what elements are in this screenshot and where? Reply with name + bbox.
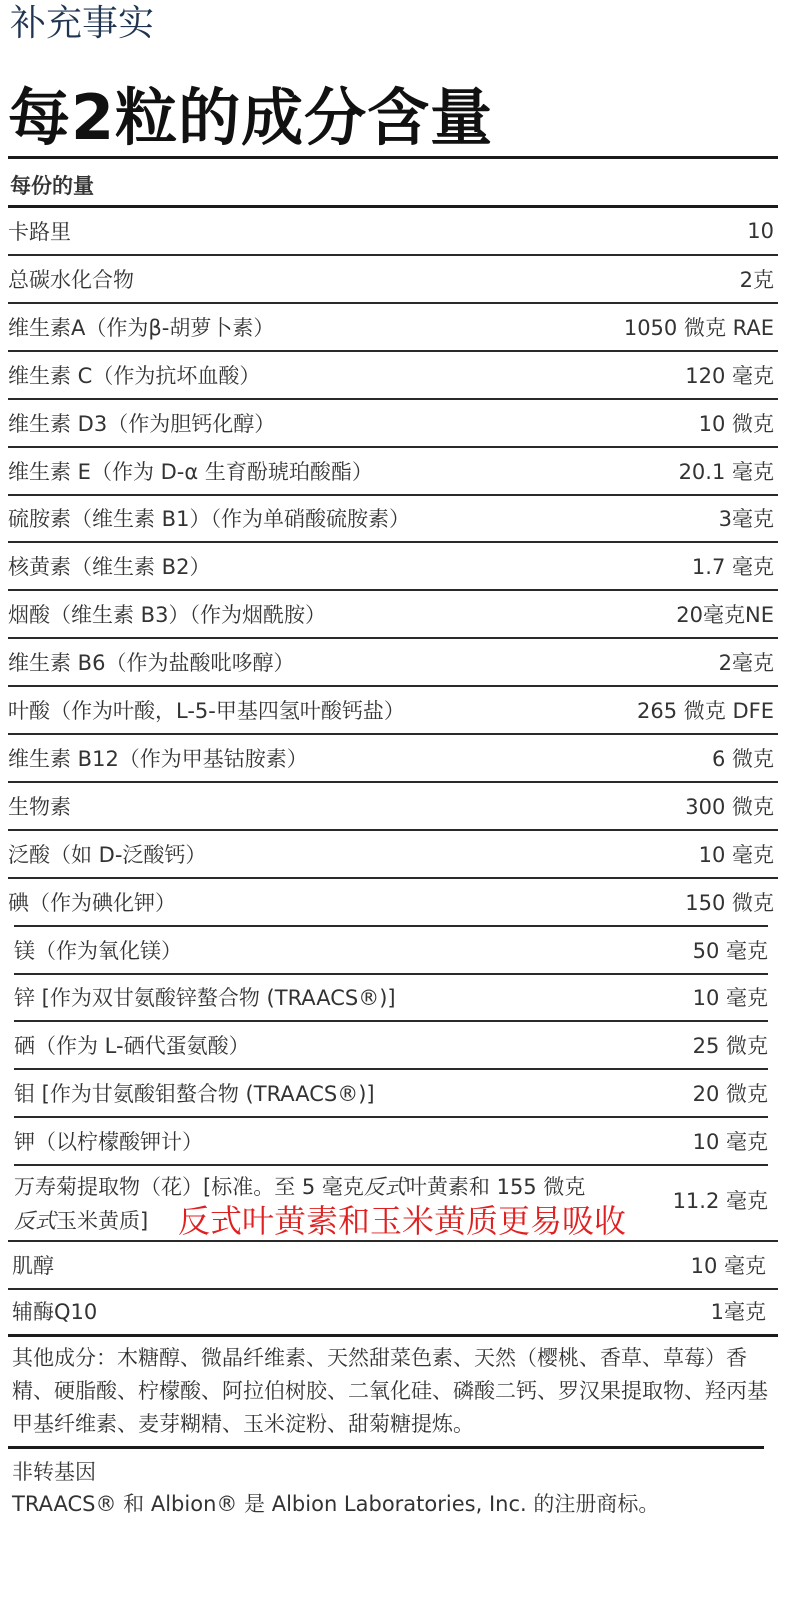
nutrient-row <box>14 974 768 1020</box>
nutrient-row <box>8 352 774 398</box>
nutrient-row <box>8 448 774 494</box>
nutrient-name: 维生素 E（作为 D-α 生育酚琥珀酸酯） <box>8 459 373 484</box>
nutrient-row <box>8 735 774 781</box>
nutrient-name: 维生素A（作为β-胡萝卜素） <box>8 315 275 340</box>
nutrient-amount: 120 毫克 <box>685 363 774 388</box>
nutrient-amount: 10 毫克 <box>690 1254 766 1278</box>
nutrient-row <box>14 1118 768 1164</box>
nutrient-row <box>8 639 774 685</box>
nutrient-amount: 300 微克 <box>685 794 774 819</box>
nutrient-name: 维生素 D3（作为胆钙化醇） <box>8 411 276 436</box>
nutrient-row <box>14 1070 768 1116</box>
nutrient-name: 卡路里 <box>8 220 71 244</box>
nutrient-amount: 150 微克 <box>685 890 774 915</box>
nutrient-amount: 10 微克 <box>698 411 774 436</box>
nutrient-name: 烟酸（维生素 B3）（作为烟酰胺） <box>8 603 326 628</box>
nutrient-row <box>8 783 774 829</box>
marigold-italic: 反式 <box>14 1209 56 1233</box>
nutrient-name: 泛酸（如 D-泛酸钙） <box>8 842 207 867</box>
nutrient-name: 维生素 B6（作为盐酸吡哆醇） <box>8 651 295 676</box>
nutrient-row <box>8 256 774 302</box>
nutrient-row <box>8 208 774 254</box>
nutrient-row <box>8 591 774 637</box>
divider <box>8 1446 764 1449</box>
marigold-extract-amount: 11.2 毫克 <box>672 1189 768 1213</box>
nutrient-amount: 265 微克 DFE <box>637 699 774 723</box>
nutrient-name: 核黄素（维生素 B2） <box>8 555 211 580</box>
nutrient-name: 硒（作为 L-硒代蛋氨酸） <box>14 1034 250 1059</box>
nutrient-amount: 10 毫克 <box>692 986 768 1011</box>
marigold-text: 叶黄素和 155 微克 <box>405 1175 586 1199</box>
nutrient-name: 维生素 B12（作为甲基钴胺素） <box>8 746 308 771</box>
marigold-text: 玉米黄质] <box>56 1209 149 1233</box>
nutrient-amount: 1毫克 <box>710 1300 766 1324</box>
trademark-notice: TRAACS® 和 Albion® 是 Albion Laboratories, Inc. 的注册商标。 <box>12 1492 660 1516</box>
nutrient-name: 肌醇 <box>12 1254 54 1278</box>
row-divider <box>14 1164 768 1166</box>
nutrient-name: 生物素 <box>8 794 71 819</box>
nutrient-amount: 25 微克 <box>692 1034 768 1059</box>
nutrient-amount: 20 微克 <box>692 1082 768 1107</box>
nutrient-name: 钼 [作为甘氨酸钼螯合物 (TRAACS®)] <box>14 1082 375 1107</box>
row-divider <box>8 1334 778 1337</box>
supplement-facts-heading: 补充事实 <box>10 3 155 44</box>
nutrient-amount: 50 毫克 <box>692 938 768 963</box>
nutrient-name: 叶酸（作为叶酸，L-5-甲基四氢叶酸钙盐） <box>8 699 405 723</box>
nutrient-name: 锌 [作为双甘氨酸锌螯合物 (TRAACS®)] <box>14 986 396 1011</box>
nutrient-name: 硫胺素（维生素 B1）（作为单硝酸硫胺素） <box>8 507 410 532</box>
nutrient-amount: 2克 <box>739 267 774 292</box>
nutrient-row <box>8 831 774 877</box>
non-gmo-label: 非转基因 <box>12 1460 96 1484</box>
other-ingredients: 其他成分：木糖醇、微晶纤维素、天然甜菜色素、天然（樱桃、香草、草莓）香精、硬脂酸、柠檬酸、阿拉伯树胶、二氧化硅、磷酸二钙、罗汉果提取物、羟丙基甲基纤维素、麦芽糊精、玉米淀粉、甜菊糖提炼。 <box>12 1346 768 1436</box>
nutrient-name: 维生素 C（作为抗坏血酸） <box>8 363 261 388</box>
nutrient-row <box>14 1022 768 1068</box>
nutrient-row <box>12 1242 766 1288</box>
nutrient-amount: 20.1 毫克 <box>678 459 774 484</box>
nutrient-row <box>8 879 774 925</box>
nutrient-row <box>8 495 774 541</box>
divider <box>8 156 778 159</box>
absorption-note: 反式叶黄素和玉米黄质更易吸收 <box>178 1202 627 1240</box>
nutrient-name: 镁（作为氧化镁） <box>14 938 182 963</box>
nutrient-amount: 1050 微克 RAE <box>623 315 774 340</box>
page-title: 每2粒的成分含量 <box>8 81 494 154</box>
nutrient-row <box>8 400 774 446</box>
nutrient-row <box>8 543 774 589</box>
nutrient-name: 辅酶Q10 <box>12 1300 98 1324</box>
nutrient-amount: 10 毫克 <box>698 842 774 867</box>
nutrient-amount: 6 微克 <box>711 746 774 771</box>
marigold-text: 万寿菊提取物（花）[标准。至 5 毫克 <box>14 1175 364 1199</box>
serving-size-label: 每份的量 <box>10 174 94 198</box>
nutrient-row <box>14 927 768 973</box>
nutrient-amount: 1.7 毫克 <box>691 555 774 580</box>
nutrient-name: 钾（以柠檬酸钾计） <box>14 1130 203 1155</box>
marigold-italic: 反式 <box>363 1175 406 1199</box>
nutrient-row <box>8 304 774 350</box>
nutrient-amount: 2毫克 <box>718 651 774 676</box>
nutrient-name: 碘（作为碘化钾） <box>8 890 176 915</box>
nutrient-amount: 3毫克 <box>718 507 774 532</box>
nutrient-row <box>12 1288 766 1334</box>
nutrient-amount: 10 毫克 <box>692 1130 768 1155</box>
nutrient-row <box>8 687 774 733</box>
nutrient-amount: 10 <box>747 219 774 243</box>
nutrient-amount: 20毫克NE <box>676 603 774 628</box>
nutrient-name: 总碳水化合物 <box>8 267 134 292</box>
